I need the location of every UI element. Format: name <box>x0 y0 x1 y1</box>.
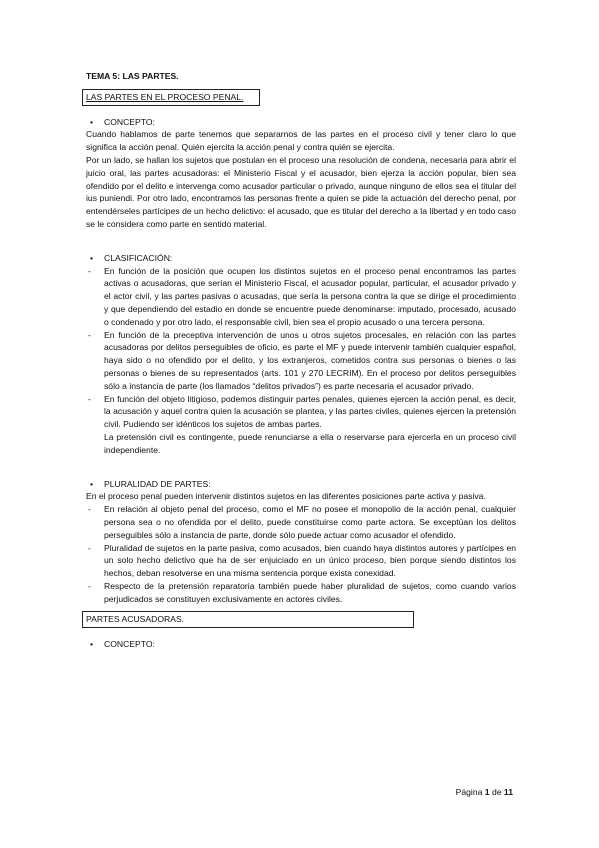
clasificacion-item <box>86 329 516 393</box>
pluralidad-item-text: Pluralidad de sujetos en la parte pasiva, como acusados, bien cuando haya distintos autores y partícipes en un solo hecho delictivo que ha de ser enjuiciado en un único proceso, bien porque siendo distintos los hechos, deban resolverse en una misma sentencia porque exista conexidad. <box>104 542 516 579</box>
clasificacion-item-text: En función de la preceptiva intervención de unos u otros sujetos procesales, en relación con las partes acusadoras por delitos perseguibles de oficio, es parte el MF y puede intervenir también cualquier español, haya sido o no ofendido por el delito, y los extranjeros, cometidos contra sus personas o bienes o las personas o bienes de su representados (arts. 101 y 270 LECRIM). En el proceso por delitos perseguibles sólo a instancia de parte (los llamados “delitos privados”) es parte necesaria el acusador privado. <box>104 329 516 391</box>
page-number-footer <box>456 787 513 797</box>
dash-icon: - <box>88 329 91 340</box>
bullet-label: CLASIFICACIÓN: <box>104 252 173 263</box>
concepto-paragraph-1: Cuando hablamos de parte tenemos que separarnos de las partes en el proceso civil y tener claro lo que significa la acción penal. Quién ejercita la acción penal y contra quién se ejercita. <box>86 129 516 153</box>
bullet-concepto-2 <box>86 638 516 651</box>
page-label: Página <box>455 787 483 797</box>
bullet-dot-icon: • <box>90 639 94 650</box>
pluralidad-item-text: En relación al objeto penal del proceso, como el MF no posee el monopolio de la acción penal, cualquier persona sea o no ofendida por el delito, puede constituirse como parte actora. Se exceptúan los delitos perseguibles sólo a instancia de parte, donde sólo puede actuar como acusador el ofendido. <box>104 504 516 540</box>
current-page: 1 <box>484 787 490 797</box>
dash-icon: - <box>88 393 91 404</box>
bullet-label: CONCEPTO: <box>104 639 155 650</box>
document-title: TEMA 5: LAS PARTES. <box>86 71 179 81</box>
pluralidad-item <box>86 542 516 580</box>
bullet-label: PLURALIDAD DE PARTES: <box>104 478 211 489</box>
bullet-label: CONCEPTO: <box>104 116 155 127</box>
section-heading-partes-proceso-penal: LAS PARTES EN EL PROCESO PENAL. <box>82 89 260 106</box>
page-content <box>86 70 516 651</box>
bullet-dot-icon: • <box>90 252 94 263</box>
page-of-label: de <box>491 787 502 797</box>
pluralidad-item <box>86 503 516 541</box>
dash-icon: - <box>88 504 91 515</box>
section-heading-partes-acusadoras: PARTES ACUSADORAS. <box>82 611 414 628</box>
pluralidad-intro: En el proceso penal pueden intervenir distintos sujetos en las diferentes posiciones parte activa y pasiva. <box>86 491 486 502</box>
clasificacion-note: La pretensión civil es contingente, puede renunciarse a ella o reservarse para ejercerla en un proceso civil independiente. <box>104 431 516 455</box>
clasificacion-item-text: En función del objeto litigioso, podemos distinguir partes penales, quienes ejercen la acción penal, es decir, la acusación y aquel contra quien la acusación se plantea, y las partes civiles, quienes ejercen la pretensión civil. Pudiendo ser idénticos los sujetos de ambas partes. <box>104 393 516 430</box>
bullet-concepto <box>86 116 516 129</box>
bullet-dot-icon: • <box>90 116 94 127</box>
bullet-dot-icon: • <box>90 478 94 489</box>
clasificacion-item <box>86 265 516 329</box>
dash-icon: - <box>88 265 91 276</box>
concepto-paragraph-2: Por un lado, se hallan los sujetos que postulan en el proceso una resolución de condena, necesaria para abrir el juicio oral, las partes acusadoras: el Ministerio Fiscal y el acusador, bien ejerza la acción popular, bien sea ofendido por el delito e intervenga como acusador particular o privado, aunque ninguno de ellos sea el titular del ius puniendi. Por otro lado, encontramos las personas frente a quien se pide la actuación del derecho penal, por entendérseles partícipes de un hecho delictivo: el acusado, que es titular del derecho a la libertad y en todo caso se le considera como parte en sentido material. <box>86 154 516 229</box>
pluralidad-item <box>86 580 516 606</box>
pluralidad-item-text: Respecto de la pretensión reparatoria también puede haber pluralidad de sujetos, como cuando varios perjudicados se constituyen exclusivamente en actores civiles. <box>104 580 516 604</box>
clasificacion-item-text: En función de la posición que ocupen los distintos sujetos en el proceso penal encontramos las partes activas o acusadoras, que serían el Ministerio Fiscal, el acusador popular, particular, el acusador privado y el actor civil, y las partes pasivas o acusadas, que sería la persona contra la que se dirige el procedimiento y que dependiendo del estadio en donde se encuentre puede denominarse: imputado, procesado, acusado o condenado y por otro lado, el responsable civil, bien sea el propio acusado o una tercera persona. <box>104 265 516 327</box>
bullet-pluralidad <box>86 478 516 491</box>
clasificacion-item <box>86 393 516 431</box>
total-pages: 11 <box>503 787 513 797</box>
dash-icon: - <box>88 542 91 553</box>
dash-icon: - <box>88 580 91 591</box>
bullet-clasificacion <box>86 252 516 265</box>
